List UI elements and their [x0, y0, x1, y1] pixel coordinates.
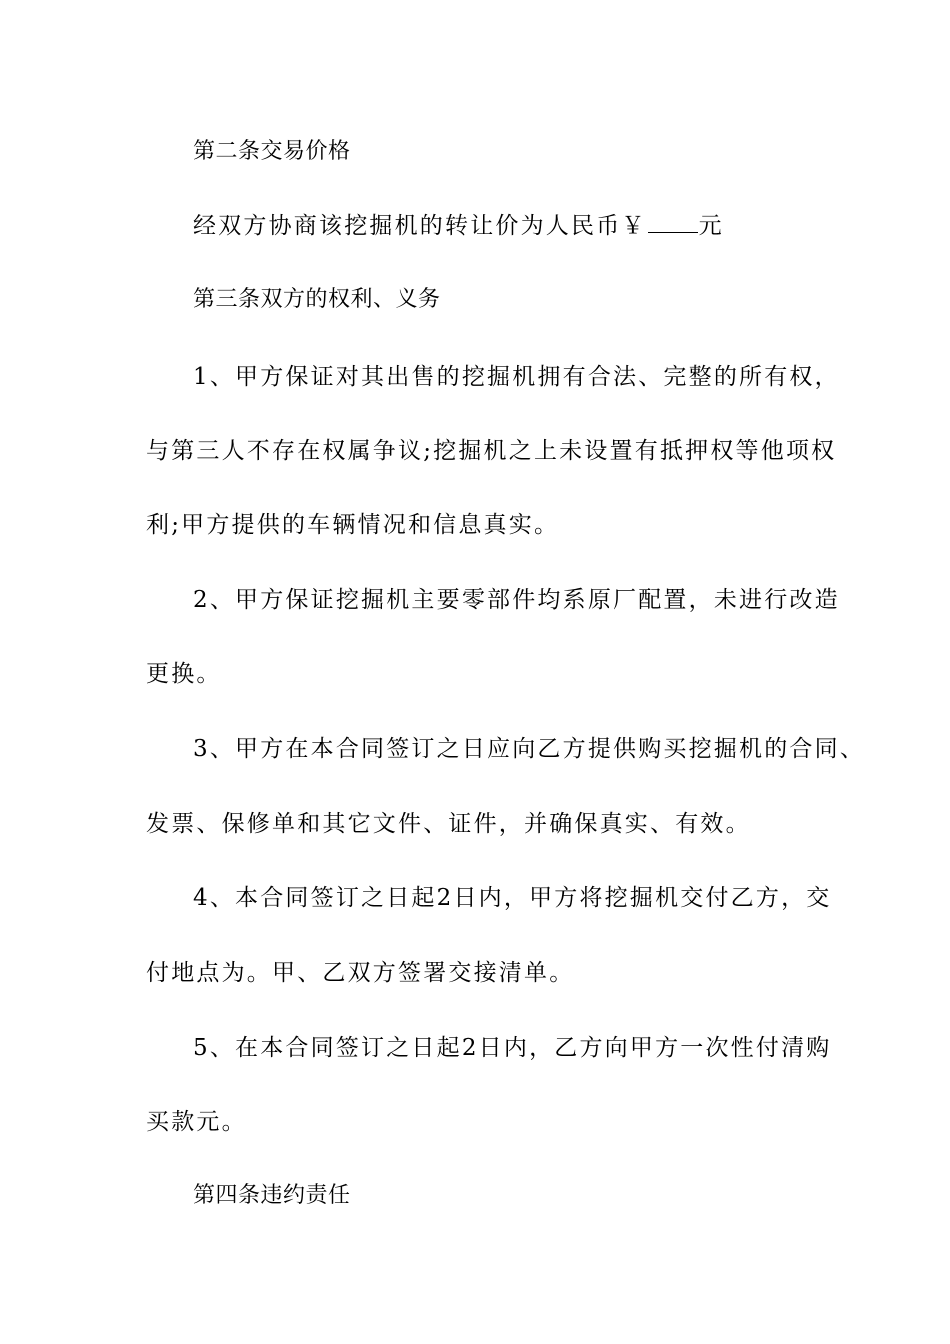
clause-2-line-1: 2、甲方保证挖掘机主要零部件均系原厂配置，未进行改造 — [193, 587, 840, 613]
price-unit: 元 — [698, 213, 724, 239]
price-blank — [648, 214, 698, 233]
clause-4-line-2: 付地点为。甲、乙双方签署交接清单。 — [146, 960, 575, 986]
clause-2-line-2: 更换。 — [146, 661, 222, 687]
article-4-heading: 第四条违约责任 — [193, 1183, 351, 1208]
price-text: 经双方协商该挖掘机的转让价为人民币￥ — [193, 213, 647, 239]
clause-1-line-2: 与第三人不存在权属争议;挖掘机之上未设置有抵押权等他项权 — [146, 438, 837, 464]
clause-1-line-3: 利;甲方提供的车辆情况和信息真实。 — [146, 512, 560, 538]
clause-3-line-1: 3、甲方在本合同签订之日应向乙方提供购买挖掘机的合同、 — [193, 736, 866, 762]
price-paragraph — [193, 211, 724, 241]
article-2-heading: 第二条交易价格 — [193, 139, 351, 164]
clause-4-line-1: 4、本合同签订之日起2日内，甲方将挖掘机交付乙方，交 — [193, 885, 832, 911]
clause-5-line-1: 5、在本合同签订之日起2日内，乙方向甲方一次性付清购 — [193, 1035, 832, 1061]
clause-1-line-1: 1、甲方保证对其出售的挖掘机拥有合法、完整的所有权， — [193, 364, 840, 390]
clause-3-line-2: 发票、保修单和其它文件、证件，并确保真实、有效。 — [146, 811, 751, 837]
clause-5-line-2: 买款元。 — [146, 1109, 247, 1135]
article-3-heading: 第三条双方的权利、义务 — [193, 287, 441, 312]
